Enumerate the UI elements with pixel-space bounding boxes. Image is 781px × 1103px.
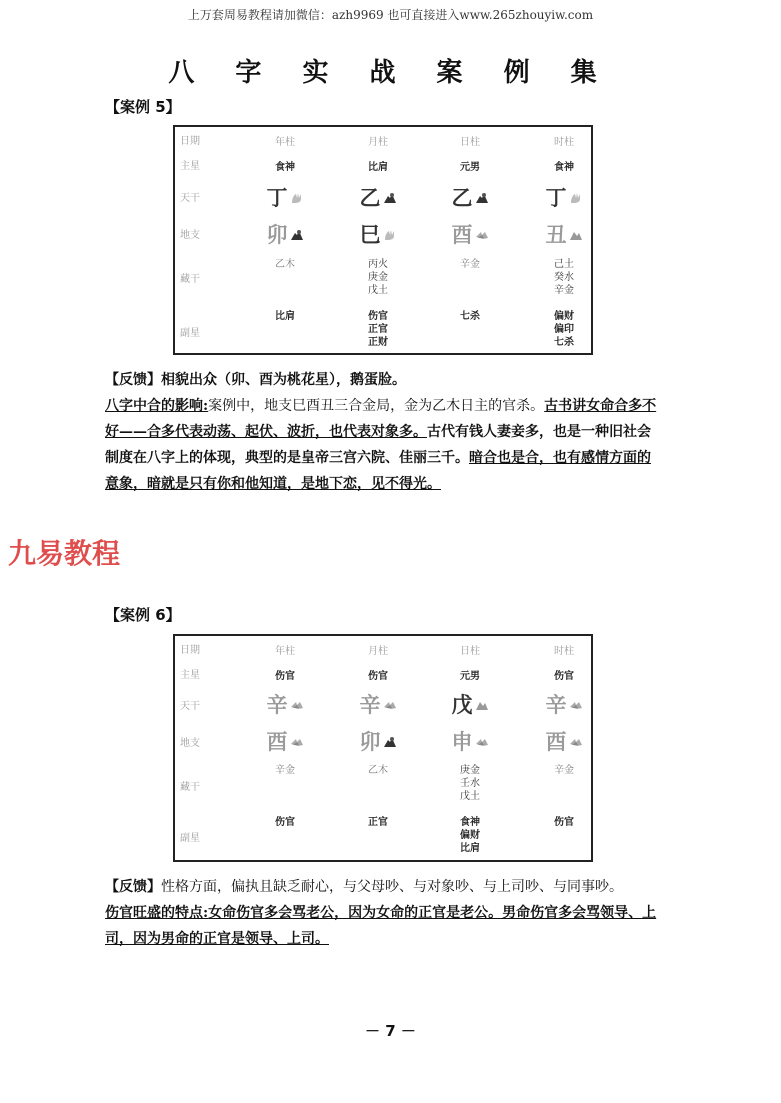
pillar-head-cell: [240, 130, 330, 149]
row-label-main-star: 主星: [180, 161, 200, 172]
row-label-main-star: 主星: [180, 670, 200, 681]
main-star-cell: [333, 664, 423, 683]
sub-stars-cell: [425, 816, 515, 855]
hidden-stem: 庚金: [460, 765, 480, 776]
heavenly-stem: 辛: [359, 693, 381, 717]
pillar-head: 时柱: [554, 646, 574, 657]
analysis-title: 伤官旺盛的特点:: [105, 905, 209, 921]
main-star-cell: [425, 664, 515, 683]
page-header: 上万套周易教程请加微信：azh9969 也可直接进入www.265zhouyiw.com: [187, 8, 594, 22]
heavenly-stem: 乙: [451, 186, 473, 210]
pillar-head-cell: [519, 639, 609, 658]
hidden-stems-cell: [240, 764, 330, 777]
sub-star: 伤官: [275, 817, 295, 828]
wing-icon: [475, 729, 489, 753]
analysis-bold: 女命伤官多会骂老公，因为女命的正官是老公。男命伤官多会骂领导、上司，因为男命的正官是领导、上司。: [105, 905, 657, 947]
watermark-logo: 九易教程: [8, 537, 121, 570]
sub-star: 偏财: [460, 830, 480, 841]
sub-star: 偏财: [554, 311, 574, 322]
branch-cell: [333, 219, 423, 249]
pillar-head-cell: [519, 130, 609, 149]
earthly-branch: 丑: [545, 223, 567, 247]
analysis-bold-2: 暗合也是合，也有感情方面的意象，暗就是只有你和他知道，是地下恋，见不得光。: [105, 450, 651, 492]
hand-icon: [383, 222, 397, 246]
row-label-sub-star: 副星: [180, 833, 200, 844]
main-star: 元男: [460, 162, 480, 173]
branch-cell: [519, 726, 609, 756]
analysis-title: 八字中合的影响:: [105, 398, 209, 414]
case-5-label: 【案例 5】: [105, 98, 181, 116]
sub-stars-cell: [425, 310, 515, 323]
main-star: 伤官: [368, 671, 388, 682]
row-label-hidden-stems: 藏干: [180, 782, 200, 793]
pillar-head: 年柱: [275, 137, 295, 148]
branch-cell: [519, 219, 609, 249]
hidden-stem: 壬水: [460, 778, 480, 789]
branch-cell: [425, 726, 515, 756]
pillar-head: 年柱: [275, 646, 295, 657]
hidden-stems-cell: [519, 258, 609, 297]
hidden-stem: 己土: [554, 259, 574, 270]
case-5-feedback: [105, 367, 661, 497]
mountain-grey-icon: [569, 222, 583, 246]
stem-cell: [333, 182, 423, 212]
branch-cell: [425, 219, 515, 249]
sub-star: 正财: [368, 337, 388, 348]
main-star: 伤官: [554, 671, 574, 682]
hidden-stems-cell: [519, 764, 609, 777]
pillar-head-cell: [425, 130, 515, 149]
stem-cell: [519, 182, 609, 212]
earthly-branch: 卯: [359, 730, 381, 754]
hidden-stems-cell: [240, 258, 330, 271]
hidden-stem: 辛金: [460, 259, 480, 270]
main-star-cell: [240, 155, 330, 174]
row-label-date: 日期: [180, 645, 200, 656]
sub-star: 伤官: [554, 817, 574, 828]
main-star: 元男: [460, 671, 480, 682]
main-star: 食神: [275, 162, 295, 173]
sub-star: 食神: [460, 817, 480, 828]
hidden-stem: 庚金: [368, 272, 388, 283]
page-title: 八 字 实 战 案 例 集: [168, 58, 613, 88]
analysis-body: 案例中，地支巳酉丑三合金局，金为乙木日主的官杀。: [208, 398, 545, 414]
branch-cell: [240, 726, 330, 756]
stem-cell: [519, 689, 609, 719]
hand-icon: [290, 185, 304, 209]
pillar-head-cell: [333, 130, 423, 149]
heavenly-stem: 丁: [545, 186, 567, 210]
pillar-head-cell: [333, 639, 423, 658]
main-star-cell: [519, 155, 609, 174]
sub-stars-cell: [519, 816, 609, 829]
feedback-label: 【反馈】: [105, 879, 161, 895]
hidden-stem: 辛金: [554, 285, 574, 296]
branch-cell: [333, 726, 423, 756]
pillar-head: 月柱: [368, 137, 388, 148]
sub-star: 伤官: [368, 311, 388, 322]
sub-star: 七杀: [460, 311, 480, 322]
main-star: 食神: [554, 162, 574, 173]
sub-star: 正官: [368, 324, 388, 335]
sub-star: 比肩: [460, 843, 480, 854]
hidden-stem: 乙木: [368, 765, 388, 776]
main-star-cell: [333, 155, 423, 174]
wing-icon: [569, 692, 583, 716]
hidden-stems-cell: [425, 258, 515, 271]
earthly-branch: 酉: [451, 223, 473, 247]
row-label-branch: 地支: [180, 738, 200, 749]
case-6-feedback: [105, 874, 661, 952]
sub-star: 正官: [368, 817, 388, 828]
branch-cell: [240, 219, 330, 249]
row-label-stem: 天干: [180, 701, 200, 712]
heavenly-stem: 乙: [359, 186, 381, 210]
sub-stars-cell: [240, 816, 330, 829]
earthly-branch: 卯: [266, 223, 288, 247]
mountain-grey-icon: [475, 692, 489, 716]
pillar-head: 时柱: [554, 137, 574, 148]
pillar-head: 日柱: [460, 137, 480, 148]
stem-cell: [425, 182, 515, 212]
heavenly-stem: 戊: [451, 693, 473, 717]
hidden-stem: 辛金: [554, 765, 574, 776]
feedback-text: 相貌出众（卯、酉为桃花星），鹅蛋脸。: [161, 372, 406, 388]
pillar-head: 月柱: [368, 646, 388, 657]
heavenly-stem: 丁: [266, 186, 288, 210]
analysis-bold: 古书讲女命合多不好——合多代表动荡、起伏、波折，也代表对象多。: [105, 398, 657, 440]
main-star: 伤官: [275, 671, 295, 682]
hidden-stem: 戊土: [368, 285, 388, 296]
hidden-stem: 丙火: [368, 259, 388, 270]
mountain-dark-icon: [383, 729, 397, 753]
feedback-label: 【反馈】: [105, 372, 161, 388]
stem-cell: [240, 182, 330, 212]
bazi-chart-case-6: [173, 634, 593, 862]
row-label-stem: 天干: [180, 193, 200, 204]
earthly-branch: 申: [451, 730, 473, 754]
hidden-stem: 癸水: [554, 272, 574, 283]
main-star-cell: [425, 155, 515, 174]
earthly-branch: 酉: [545, 730, 567, 754]
sub-stars-cell: [240, 310, 330, 323]
wing-icon: [290, 692, 304, 716]
wing-icon: [475, 222, 489, 246]
stem-cell: [240, 689, 330, 719]
sub-star: 偏印: [554, 324, 574, 335]
hidden-stem: 辛金: [275, 765, 295, 776]
main-star: 比肩: [368, 162, 388, 173]
main-star-cell: [519, 664, 609, 683]
page-number: － 7 －: [365, 1022, 416, 1040]
sub-stars-cell: [519, 310, 609, 349]
heavenly-stem: 辛: [545, 693, 567, 717]
wing-icon: [569, 729, 583, 753]
sub-star: 比肩: [275, 311, 295, 322]
main-star-cell: [240, 664, 330, 683]
mountain-dark-icon: [290, 222, 304, 246]
row-label-hidden-stems: 藏干: [180, 274, 200, 285]
hand-icon: [569, 185, 583, 209]
earthly-branch: 巳: [359, 223, 381, 247]
bazi-chart-case-5: [173, 125, 593, 355]
hidden-stem: 乙木: [275, 259, 295, 270]
heavenly-stem: 辛: [266, 693, 288, 717]
row-label-branch: 地支: [180, 230, 200, 241]
wing-icon: [290, 729, 304, 753]
feedback-text: 性格方面，偏执且缺乏耐心，与父母吵、与对象吵、与上司吵、与同事吵。: [161, 879, 623, 895]
hidden-stems-cell: [333, 258, 423, 297]
wing-icon: [383, 692, 397, 716]
stem-cell: [425, 689, 515, 719]
pillar-head-cell: [240, 639, 330, 658]
hidden-stems-cell: [333, 764, 423, 777]
row-label-sub-star: 副星: [180, 328, 200, 339]
stem-cell: [333, 689, 423, 719]
pillar-head-cell: [425, 639, 515, 658]
hidden-stems-cell: [425, 764, 515, 803]
sub-stars-cell: [333, 310, 423, 349]
pillar-head: 日柱: [460, 646, 480, 657]
sub-star: 七杀: [554, 337, 574, 348]
case-6-label: 【案例 6】: [105, 606, 181, 624]
earthly-branch: 酉: [266, 730, 288, 754]
row-label-date: 日期: [180, 136, 200, 147]
hidden-stem: 戊土: [460, 791, 480, 802]
sub-stars-cell: [333, 816, 423, 829]
mountain-dark-icon: [383, 185, 397, 209]
mountain-dark-icon: [475, 185, 489, 209]
analysis-rest: 古代有钱人妻妾多，也是一种旧社会制度在八字上的体现，典型的是皇帝三宫六院、佳丽三千。: [105, 424, 651, 466]
